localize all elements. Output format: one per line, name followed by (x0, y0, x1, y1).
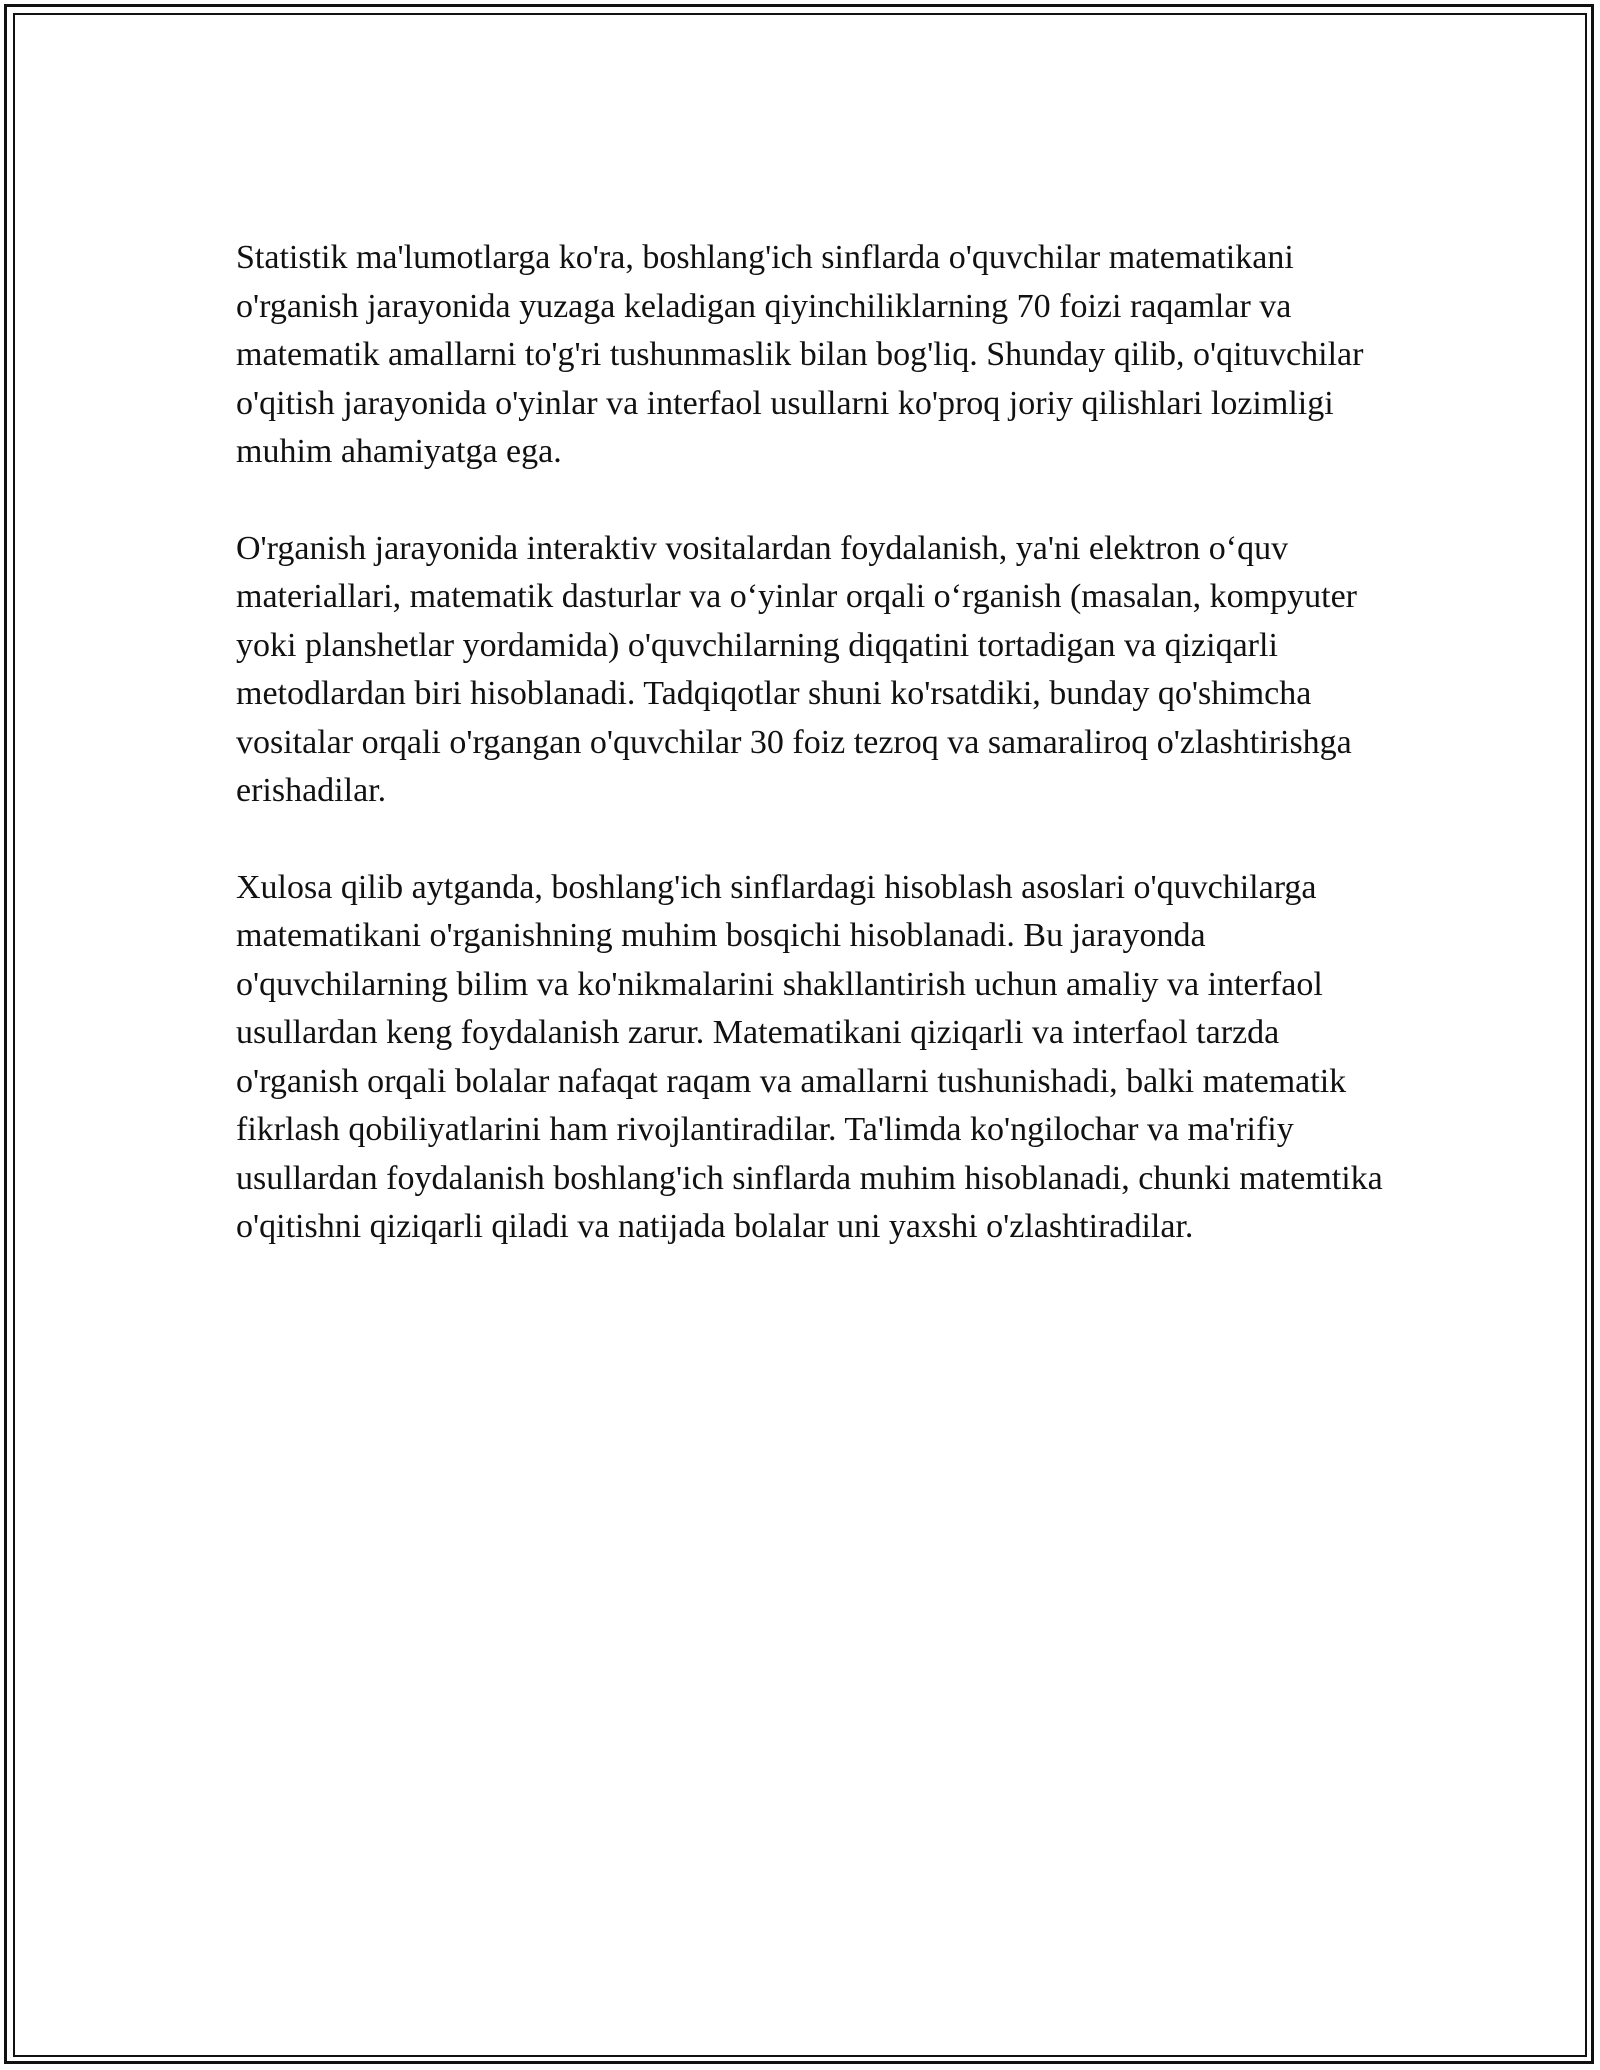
document-body (236, 234, 1386, 1300)
paragraph-statistics: Statistik ma'lumotlarga ko'ra, boshlang'ich sinflarda o'quvchilar matematikani o'rganish jarayonida yuzaga keladigan qiyinchiliklarning 70 foizi raqamlar va matematik amallarni to'g'ri tushunmaslik bilan bog'liq. Shunday qilib, o'qituvchilar o'qitish jarayonida o'yinlar va interfaol usullarni ko'proq joriy qilishlari lozimligi muhim ahamiyatga ega. (236, 239, 1364, 470)
paragraph-interactive-tools: O'rganish jarayonida interaktiv vositalardan foydalanish, ya'ni elektron o‘quv materiallari, matematik dasturlar va o‘yinlar orqali o‘rganish (masalan, kompyuter yoki planshetlar yordamida) o'quvchilarning diqqatini tortadigan va qiziqarli metodlardan biri hisoblanadi. Tadqiqotlar shuni ko'rsatdiki, bunday qo'shimcha vositalar orqali o'rgangan o'quvchilar 30 foiz tezroq va samaraliroq o'zlashtirishga erishadilar. (236, 529, 1357, 809)
paragraph-conclusion: Xulosa qilib aytganda, boshlang'ich sinflardagi hisoblash asoslari o'quvchilarga matematikani o'rganishning muhim bosqichi hisoblanadi. Bu jarayonda o'quvchilarning bilim va ko'nikmalarini shakllantirish uchun amaliy va interfaol usullardan keng foydalanish zarur. Matematikani qiziqarli va interfaol tarzda o'rganish orqali bolalar nafaqat raqam va amallarni tushunishadi, balki matematik fikrlash qobiliyatlarini ham rivojlantiradilar. Ta'limda ko'ngilochar va ma'rifiy usullardan foydalanish boshlang'ich sinflarda muhim hisoblanadi, chunki matemtika o'qitishni qiziqarli qiladi va natijada bolalar uni yaxshi o'zlashtiradilar. (236, 868, 1383, 1245)
